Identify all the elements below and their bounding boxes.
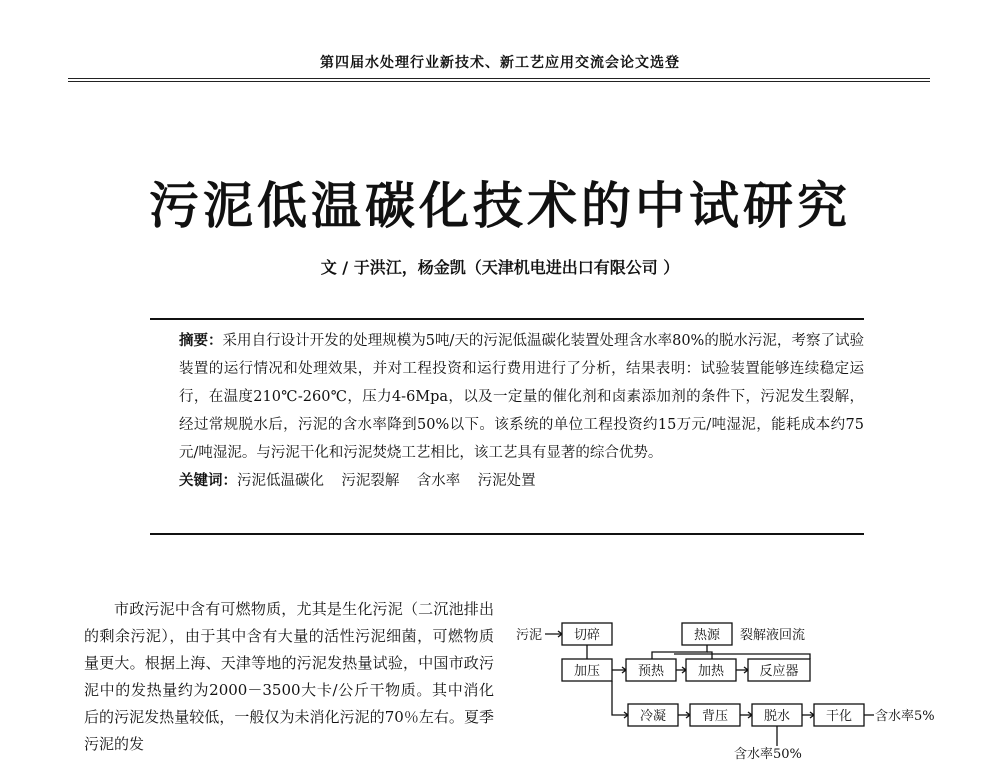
process-flowchart [514,612,954,760]
flow-line-return [674,654,810,659]
abstract-top-rule [150,318,864,320]
flow-dewater-output-label: 含水率50% [734,747,802,760]
keywords-line [150,467,864,495]
flow-line-heat-preheat [652,645,707,659]
flow-box-pressurize-label: 加压 [573,664,601,679]
keyword: 含水率 [416,473,461,489]
body-column-left [84,596,494,758]
flow-line-heat-heating [707,652,712,659]
abstract-paragraph [150,327,864,467]
abstract-label: 摘要： [179,333,223,349]
flow-line-to-cooling [612,681,628,715]
keywords-label: 关键词： [179,473,237,489]
header-divider [68,78,930,82]
flow-box-dry-label: 干化 [825,709,853,724]
flow-input-label: 污泥 [516,628,543,643]
flow-box-dewater-label: 脱水 [763,709,791,724]
paper-byline: 文 / 于洪江，杨金凯（天津机电进出口有限公司 ） [320,258,680,277]
flow-box-crush-label: 切碎 [573,628,601,643]
journal-header-title: 第四届水处理行业新技术、新工艺应用交流会论文选登 [320,55,680,71]
flow-return-label: 裂解液回流 [740,628,806,643]
abstract-block [150,327,864,495]
paper-title: 污泥低温碳化技术的中试研究 [149,176,851,235]
flow-box-heat-source-label: 热源 [693,628,721,643]
abstract-text: 采用自行设计开发的处理规模为5吨/天的污泥低温碳化装置处理含水率80%的脱水污泥，考察了试验装置的运行情况和处理效果，并对工程投资和运行费用进行了分析，结果表明：试验装置能够连续稳定运行，在温度210℃-260℃，压力4-6Mpa，以及一定量的催化剂和卤素添加剂的条件下，污泥发生裂解，经过常规脱水后，污泥的含水率降到50%以下。该系统的单位工程投资约15万元/吨湿泥，能耗成本约75元/吨湿泥。与污泥干化和污泥焚烧工艺相比，该工艺具有显著的综合优势。 [179,333,864,461]
flow-box-reactor-label: 反应器 [759,664,799,679]
keyword: 污泥处置 [477,473,536,489]
flow-box-heating-label: 加热 [697,664,725,679]
flow-box-cooling-label: 冷凝 [639,709,667,724]
keyword: 污泥低温碳化 [237,473,324,489]
keyword: 污泥裂解 [341,473,400,489]
flow-output-label: 含水率5% [875,709,935,724]
body-paragraph: 市政污泥中含有可燃物质，尤其是生化污泥（二沉池排出的剩余污泥），由于其中含有大量的活性污泥细菌，可燃物质量更大。根据上海、天津等地的污泥发热量试验，中国市政污泥中的发热量约为2000－3500大卡/公斤干物质。其中消化后的污泥发热量较低，一般仅为未消化污泥的70％左右。夏季污泥的发 [84,600,494,753]
abstract-bottom-rule [150,533,864,535]
flow-box-preheat-label: 预热 [637,664,665,679]
flow-box-back-pressure-label: 背压 [701,709,729,724]
